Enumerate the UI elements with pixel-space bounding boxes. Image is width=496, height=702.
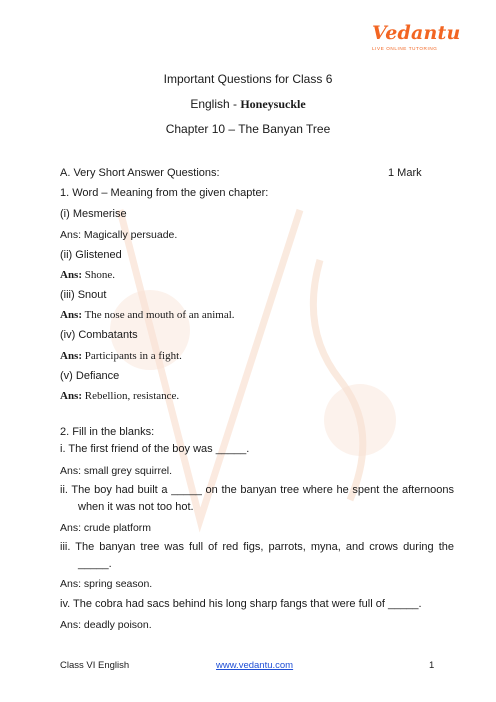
- word-answer: Ans: Participants in a fight.: [60, 350, 182, 362]
- fill-question: ii. The boy had built a _____ on the banyan tree where he spent the afternoons when it was not too hot.: [60, 484, 454, 513]
- word-item: (i) Mesmerise: [60, 208, 127, 220]
- logo-wordmark: Vedantu: [372, 22, 461, 44]
- subject-prefix: English -: [190, 97, 241, 111]
- word-item: (v) Defiance: [60, 370, 120, 382]
- document-title: Important Questions for Class 6: [163, 72, 333, 86]
- chapter-title: Chapter 10 – The Banyan Tree: [165, 122, 331, 136]
- vedantu-logo: [364, 22, 461, 62]
- word-answer: Ans: Rebellion, resistance.: [60, 390, 180, 402]
- word-answer: Ans: Shone.: [60, 269, 116, 281]
- fill-answer: Ans: small grey squirrel.: [60, 465, 173, 477]
- fill-answer: Ans: crude platform: [60, 522, 152, 534]
- fill-question: i. The first friend of the boy was _____.: [60, 443, 250, 455]
- word-answer: Ans: The nose and mouth of an animal.: [60, 309, 235, 321]
- question-2-heading: 2. Fill in the blanks:: [60, 426, 155, 438]
- section-marks: 1 Mark: [388, 167, 422, 179]
- answer-label: Ans:: [60, 269, 83, 281]
- footer-class-label: Class VI English: [60, 660, 130, 671]
- answer-label: Ans:: [60, 309, 83, 321]
- word-item: (iv) Combatants: [60, 329, 138, 341]
- word-item: (iii) Snout: [60, 289, 107, 301]
- footer-website-link[interactable]: www.vedantu.com: [216, 660, 294, 671]
- answer-label: Ans:: [60, 350, 83, 362]
- subject-book: Honeysuckle: [240, 97, 306, 111]
- logo-tagline: LIVE ONLINE TUTORING: [372, 46, 438, 51]
- answer-label: Ans:: [60, 390, 83, 402]
- word-answer: Ans: Magically persuade.: [60, 229, 178, 241]
- fill-answer: Ans: spring season.: [60, 578, 153, 590]
- word-item: (ii) Glistened: [60, 249, 122, 261]
- page-number: 1: [429, 660, 435, 671]
- section-heading: A. Very Short Answer Questions:: [60, 167, 220, 179]
- fill-question: iv. The cobra had sacs behind his long sharp fangs that were full of _____.: [60, 598, 422, 610]
- fill-answer: Ans: deadly poison.: [60, 619, 152, 631]
- fill-question: iii. The banyan tree was full of red figs, parrots, myna, and crows during the _____.: [60, 541, 454, 570]
- question-1-heading: 1. Word – Meaning from the given chapter:: [60, 187, 269, 199]
- subject-line: [0, 97, 496, 112]
